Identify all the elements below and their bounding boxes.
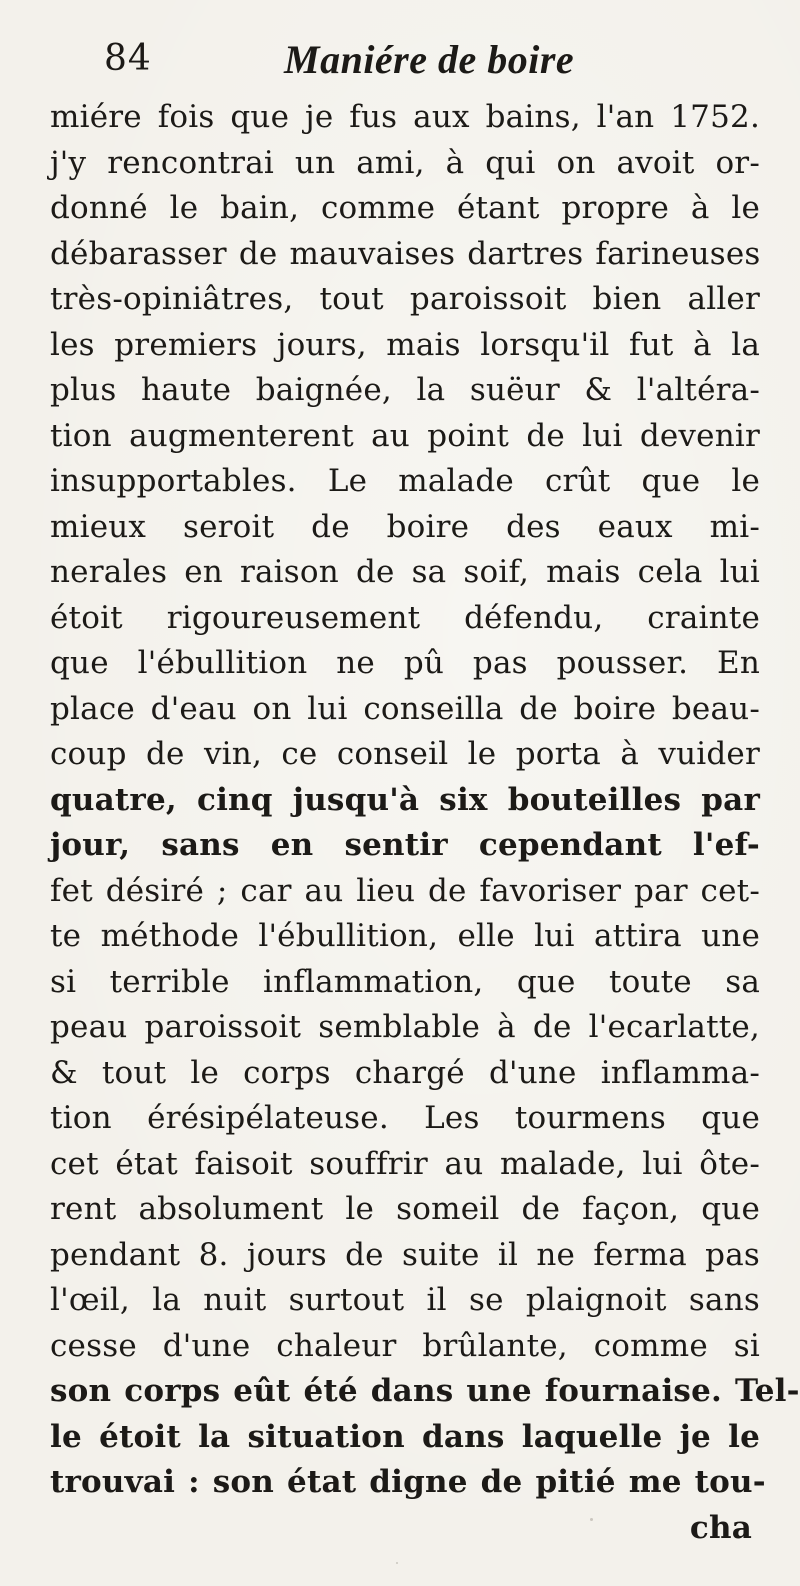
ink-speck	[396, 1562, 398, 1564]
text-line: étoit rigoureusement défendu, crainte	[50, 599, 760, 636]
text-line: tion augmenterent au point de lui devenir	[50, 417, 760, 454]
text-line: nerales en raison de sa soif, mais cela lui	[50, 554, 760, 590]
text-line: son corps eût été dans une fournaise. Tel-	[50, 1373, 800, 1409]
ink-speck	[590, 1518, 593, 1521]
body-text	[50, 95, 800, 1551]
text-line: plus haute baignée, la suëur & l'altéra-	[50, 372, 760, 408]
text-line: pendant 8. jours de suite il ne ferma pas	[50, 1236, 760, 1273]
text-line: rent absolument le someil de façon, que	[50, 1191, 760, 1227]
ink-speck	[56, 1486, 59, 1489]
text-line: très-opiniâtres, tout paroissoit bien aller	[50, 281, 760, 317]
text-line: j'y rencontrai un ami, à qui on avoit or-	[50, 144, 760, 181]
text-line: les premiers jours, mais lorsqu'il fut à la	[50, 326, 760, 363]
text-line: cet état faisoit souffrir au malade, lui ôte-	[50, 1145, 760, 1182]
text-line: mieux seroit de boire des eaux mi-	[50, 508, 760, 545]
text-line: l'œil, la nuit surtout il se plaignoit sans	[50, 1282, 760, 1318]
text-line: fet désiré ; car au lieu de favoriser par cet-	[50, 872, 760, 909]
text-line: coup de vin, ce conseil le porta à vuider	[50, 736, 760, 772]
running-title: Maniére de boire	[284, 37, 575, 82]
text-line: te méthode l'ébullition, elle lui attira une	[50, 918, 760, 954]
catchword: cha	[689, 1509, 752, 1546]
text-line: débarasser de mauvaises dartres farineuses	[50, 235, 761, 272]
text-line: donné le bain, comme étant propre à le	[50, 190, 760, 226]
text-line: jour, sans en sentir cependant l'ef-	[50, 827, 760, 863]
text-line: peau paroissoit semblable à de l'ecarlatte,	[50, 1009, 760, 1045]
text-line: & tout le corps chargé d'une inflamma-	[50, 1054, 760, 1091]
text-line: tion érésipélateuse. Les tourmens que	[50, 1100, 760, 1136]
text-line: si terrible inflammation, que toute sa	[50, 963, 760, 1000]
text-line: le étoit la situation dans laquelle je le	[50, 1418, 760, 1455]
text-line: quatre, cinq jusqu'à six bouteilles par	[50, 781, 760, 818]
text-line: insupportables. Le malade crût que le	[50, 463, 760, 499]
text-line: que l'ébullition ne pû pas pousser. En	[50, 645, 760, 681]
page-number: 84	[104, 38, 152, 79]
text-line: place d'eau on lui conseilla de boire beau-	[50, 690, 760, 727]
text-line: trouvai : son état digne de pitié me tou-	[50, 1464, 766, 1500]
running-head	[104, 36, 754, 86]
text-line: cesse d'une chaleur brûlante, comme si	[50, 1327, 760, 1364]
text-line: miére fois que je fus aux bains, l'an 1752.	[50, 99, 760, 135]
